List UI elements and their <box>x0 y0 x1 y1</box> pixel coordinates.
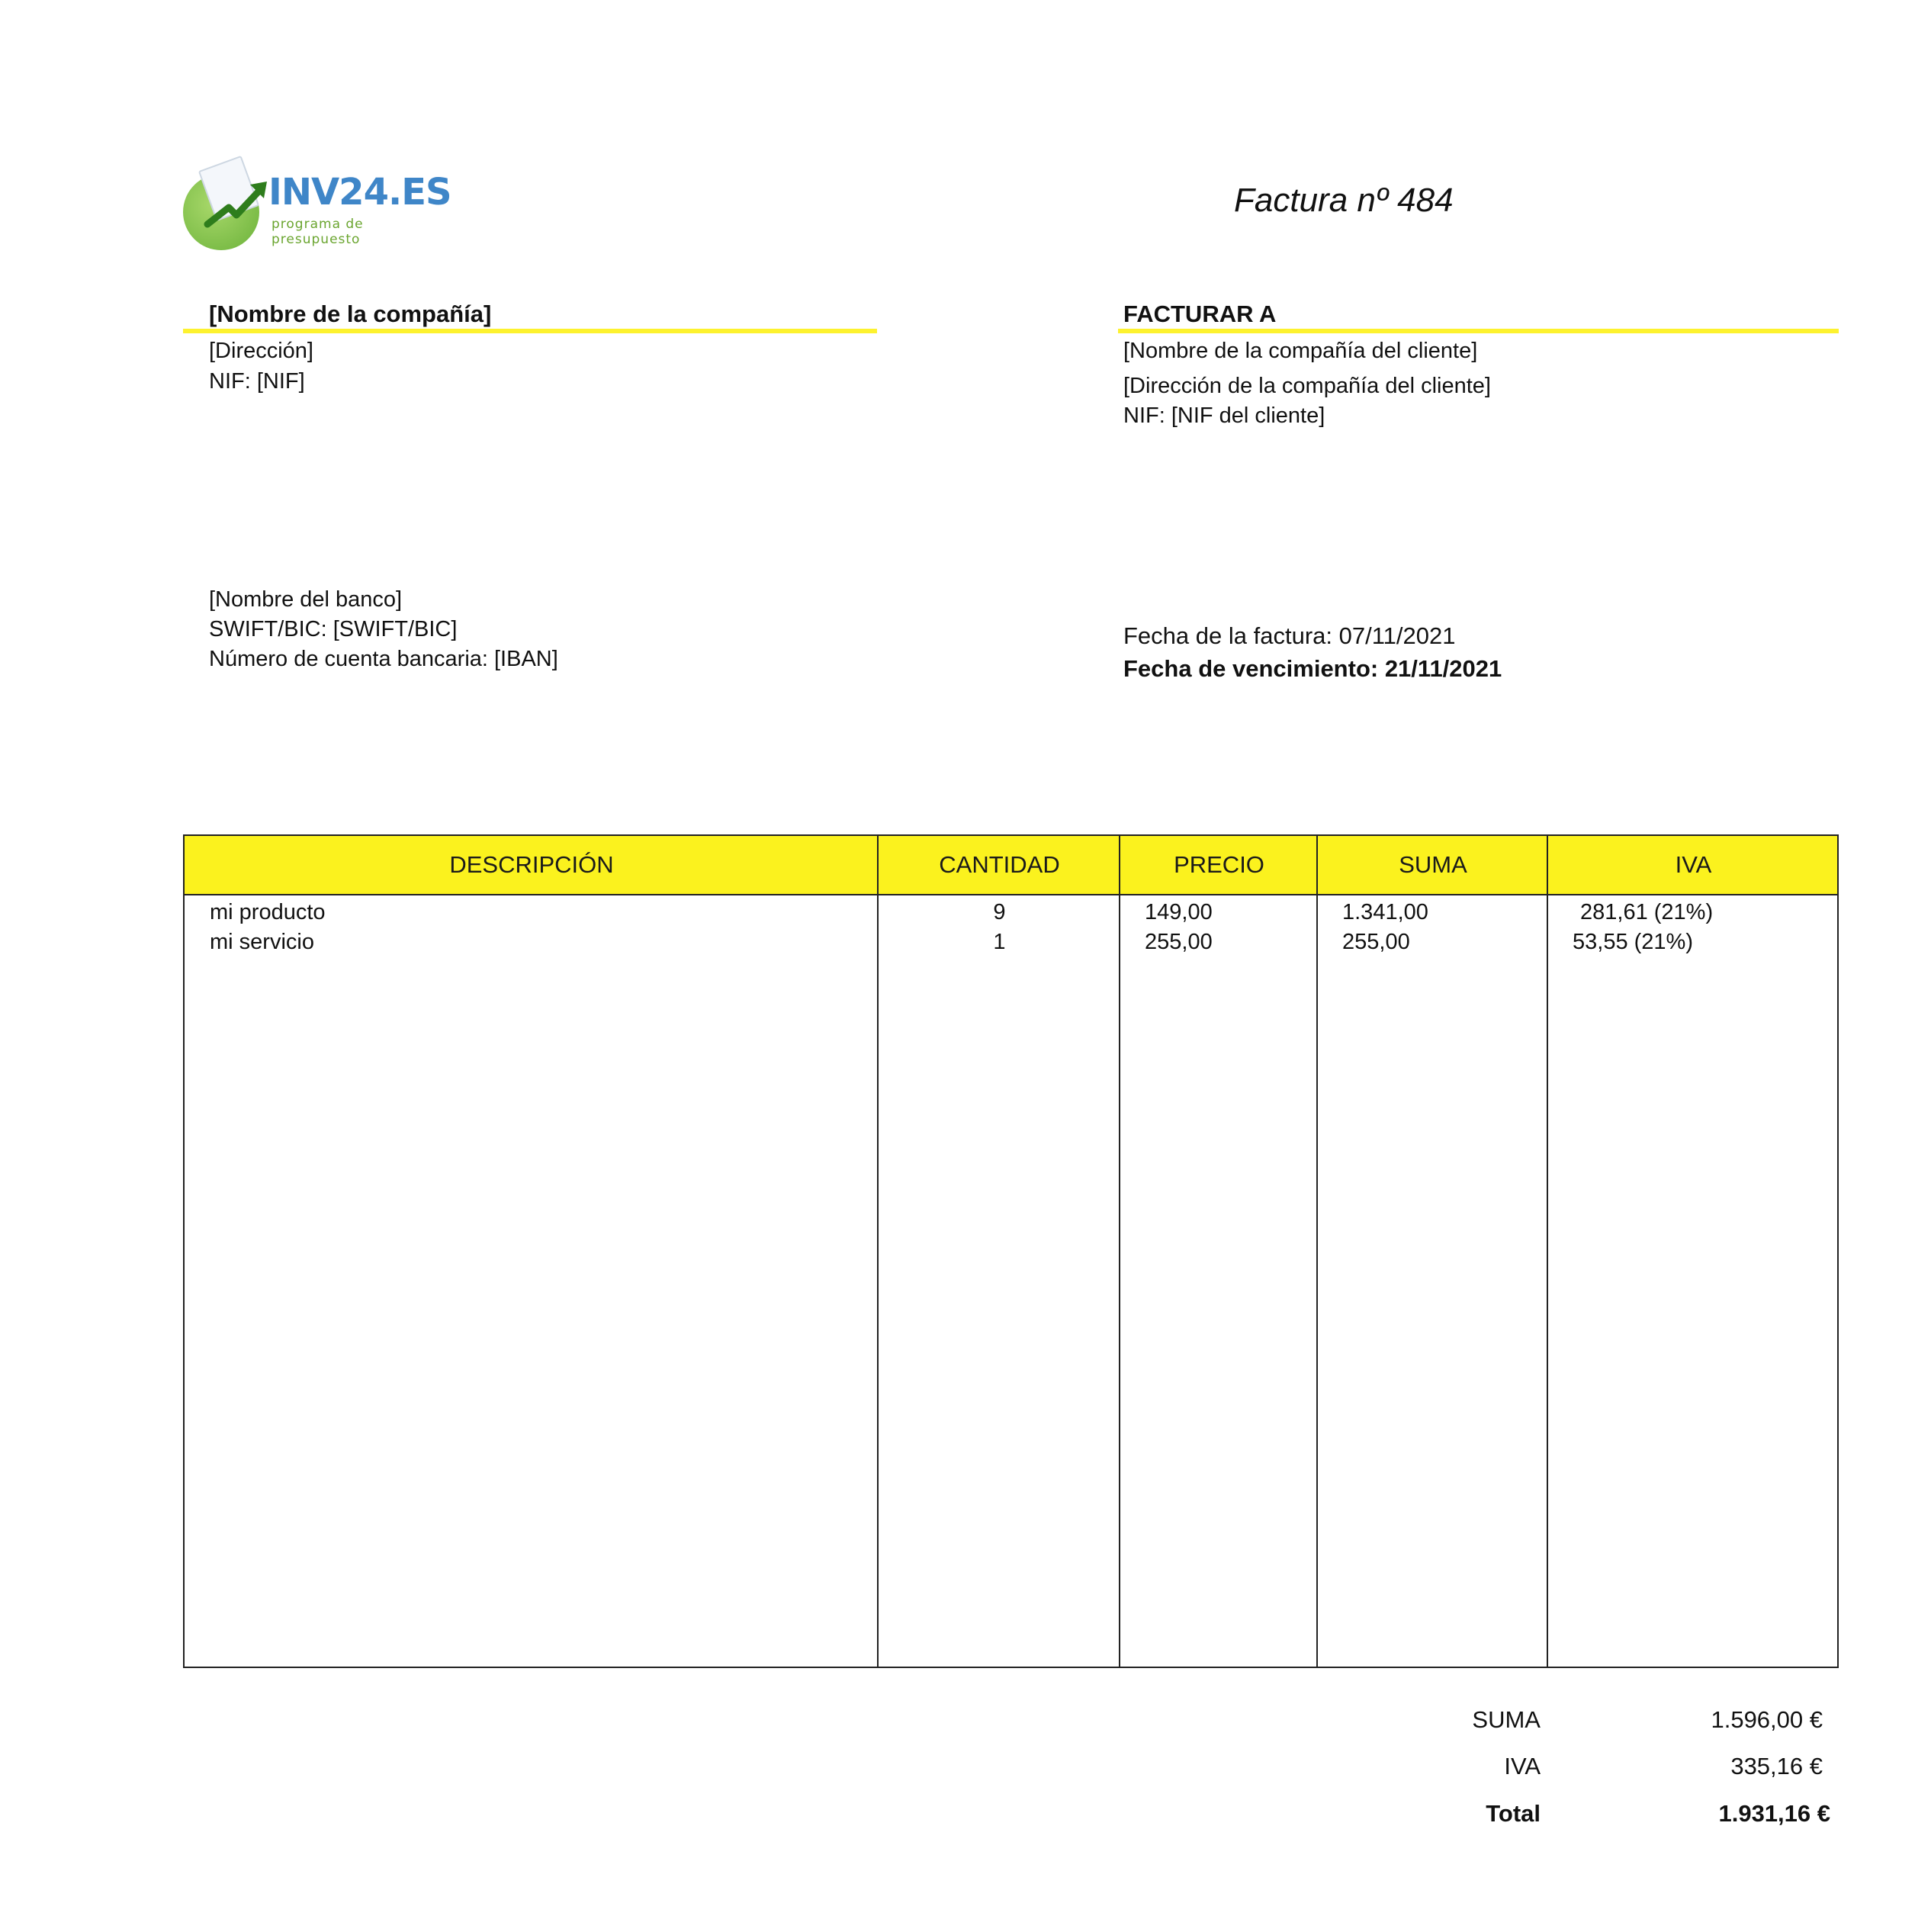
invoice-date: Fecha de la factura: 07/11/2021 <box>1123 622 1456 649</box>
cell-vat: 281,61 (21%) <box>1580 900 1714 924</box>
column-divider <box>1316 836 1318 1667</box>
header-vat: IVA <box>1675 851 1712 878</box>
items-table <box>183 834 1839 1668</box>
bank-name: [Nombre del banco] <box>209 587 403 612</box>
seller-address: [Dirección] <box>209 339 313 363</box>
buyer-name: [Nombre de la compañía del cliente] <box>1123 339 1478 363</box>
bill-to-heading: FACTURAR A <box>1123 301 1277 327</box>
header-description: DESCRIPCIÓN <box>449 851 614 878</box>
bank-account: Número de cuenta bancaria: [IBAN] <box>209 647 558 671</box>
seller-name: [Nombre de la compañía] <box>209 301 492 327</box>
logo-arrow-icon <box>200 177 268 238</box>
cell-price: 255,00 <box>1145 930 1213 954</box>
totals-total-value: 1.931,16 € <box>1718 1800 1830 1827</box>
column-divider <box>877 836 879 1667</box>
due-date: Fecha de vencimiento: 21/11/2021 <box>1123 655 1502 682</box>
cell-price: 149,00 <box>1145 900 1213 924</box>
cell-sum: 255,00 <box>1342 930 1410 954</box>
header-quantity: CANTIDAD <box>939 851 1060 878</box>
totals-total-label: Total <box>1486 1800 1541 1827</box>
logo-title: INV24.ES <box>268 171 451 214</box>
bill-to-divider <box>1118 329 1839 333</box>
cell-quantity: 9 <box>993 900 1006 924</box>
totals-vat-label: IVA <box>1504 1753 1541 1779</box>
table-header <box>185 836 1837 895</box>
seller-divider <box>183 329 877 333</box>
column-divider <box>1119 836 1120 1667</box>
totals-sum-value: 1.596,00 € <box>1711 1706 1823 1733</box>
buyer-nif: NIF: [NIF del cliente] <box>1123 403 1325 428</box>
cell-quantity: 1 <box>993 930 1006 954</box>
bank-swift: SWIFT/BIC: [SWIFT/BIC] <box>209 617 458 641</box>
cell-vat: 53,55 (21%) <box>1573 930 1693 954</box>
column-divider <box>1547 836 1548 1667</box>
company-logo <box>183 162 451 247</box>
totals-vat-value: 335,16 € <box>1730 1753 1823 1779</box>
cell-description: mi servicio <box>210 930 314 954</box>
header-price: PRECIO <box>1174 851 1264 878</box>
cell-sum: 1.341,00 <box>1342 900 1428 924</box>
logo-subtitle: programa de presupuesto <box>271 217 364 247</box>
invoice-title: Factura nº 484 <box>1234 182 1454 219</box>
seller-nif: NIF: [NIF] <box>209 369 305 394</box>
buyer-address: [Dirección de la compañía del cliente] <box>1123 374 1491 398</box>
header-sum: SUMA <box>1399 851 1467 878</box>
cell-description: mi producto <box>210 900 326 924</box>
totals-sum-label: SUMA <box>1472 1706 1541 1733</box>
